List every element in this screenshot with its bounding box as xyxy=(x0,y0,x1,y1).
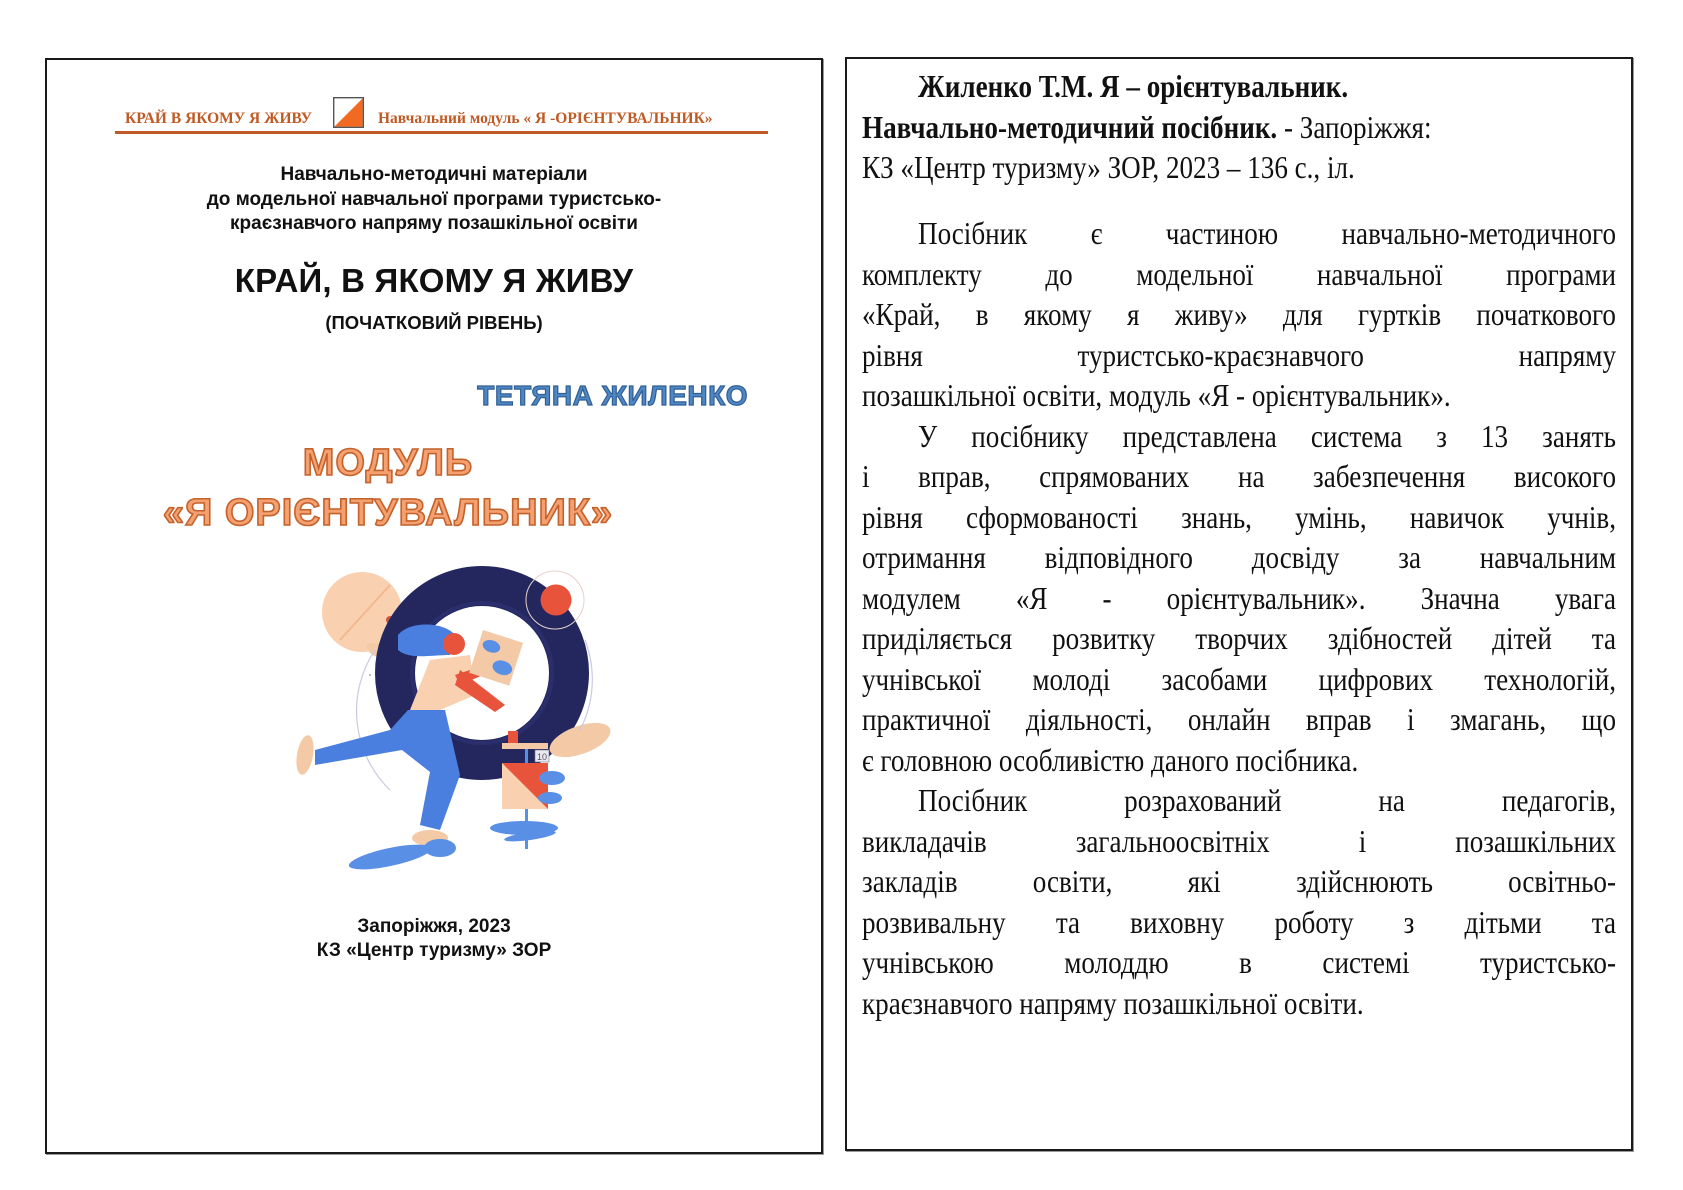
control-number: 10 xyxy=(537,752,548,762)
subtitle-line: до модельної навчальної програми туристсько- xyxy=(206,188,662,210)
cover-module-name: «Я ОРІЄНТУВАЛЬНИК» xyxy=(162,492,614,534)
paragraph-line: позашкільної освіти, модуль «Я - орієнтувальник». xyxy=(862,378,1451,413)
runner-with-map-illustration xyxy=(280,560,640,900)
header-right-text: Навчальний модуль « Я -ОРІЄНТУВАЛЬНИК» xyxy=(378,110,713,127)
paragraph-line: учнівської молоді засобами цифрових технологій, xyxy=(862,661,1616,697)
paragraph-line: Посібник розрахований на педагогів, xyxy=(918,783,1616,818)
paragraph-line: «Край, в якому я живу» для гуртків початкового xyxy=(862,297,1616,332)
citation-line xyxy=(862,108,1616,149)
cover-subtitle xyxy=(45,163,823,237)
description-body xyxy=(862,214,1616,1024)
citation-line: КЗ «Центр туризму» ЗОР, 2023 – 136 с., іл. xyxy=(862,150,1355,185)
paragraph-line: отримання відповідного досвіду за навчальним xyxy=(862,540,1616,575)
paragraph-line: краєзнавчого напряму позашкільної освіти. xyxy=(862,985,1364,1021)
citation xyxy=(862,67,1616,189)
paragraph-line: і вправ, спрямованих на забезпечення високого xyxy=(862,459,1616,494)
citation-place: - Запоріжжя: xyxy=(1277,109,1432,145)
red-dot xyxy=(541,585,572,616)
subtitle-line: краєзнавчого напряму позашкільної освіти xyxy=(230,213,638,234)
paragraph-line: рівня сформованості знань, умінь, навичок учнів, xyxy=(862,499,1616,535)
paragraph-line: модулем «Я - орієнтувальник». Значна увага xyxy=(862,580,1616,616)
footer-city-year: Запоріжжя, 2023 xyxy=(357,916,511,937)
cover-footer xyxy=(45,915,823,963)
paragraph-line: комплекту до модельної навчальної програми xyxy=(862,256,1616,292)
paragraph-line: розвивальну та виховну роботу з дітьми та xyxy=(862,904,1616,940)
citation-line: Жиленко Т.М. Я – орієнтувальник. xyxy=(918,69,1349,104)
cover-header xyxy=(120,104,770,134)
header-divider xyxy=(115,131,768,134)
citation-type: Навчально-методичний посібник. xyxy=(862,109,1278,145)
cover-module-label: МОДУЛЬ xyxy=(302,442,474,484)
paragraph-line: учнівською молоддю в системі туристсько- xyxy=(862,945,1616,980)
header-left-text: КРАЙ В ЯКОМУ Я ЖИВУ xyxy=(125,110,312,127)
orienteering-flag-icon xyxy=(333,97,364,128)
footer-publisher: КЗ «Центр туризму» ЗОР xyxy=(316,940,552,961)
paragraph-line: Посібник є частиною навчально-методичного xyxy=(918,216,1616,251)
paragraph-line: практичної діяльності, онлайн вправ і змагань, що xyxy=(862,702,1616,737)
cover-title: КРАЙ, В ЯКОМУ Я ЖИВУ xyxy=(234,262,634,299)
paragraph-line: викладачів загальноосвітніх і позашкільних xyxy=(862,823,1616,859)
cover-author: ТЕТЯНА ЖИЛЕНКО xyxy=(477,380,748,411)
paragraph xyxy=(862,214,1616,417)
paragraph-line: приділяється розвитку творчих здібностей дітей та xyxy=(862,621,1616,656)
paragraph-line: є головною особливістю даного посібника. xyxy=(862,742,1359,778)
paragraph xyxy=(862,417,1616,782)
paragraph-line: закладів освіти, які здійснюють освітньо- xyxy=(862,864,1616,899)
subtitle-line: Навчально-методичні матеріали xyxy=(280,164,588,185)
cover-level: (ПОЧАТКОВИЙ РІВЕНЬ) xyxy=(325,312,543,333)
paragraph xyxy=(862,781,1616,1024)
paragraph-line: рівня туристсько-краєзнавчого напряму xyxy=(862,337,1616,373)
paragraph-line: У посібнику представлена система з 13 занять xyxy=(918,418,1616,454)
